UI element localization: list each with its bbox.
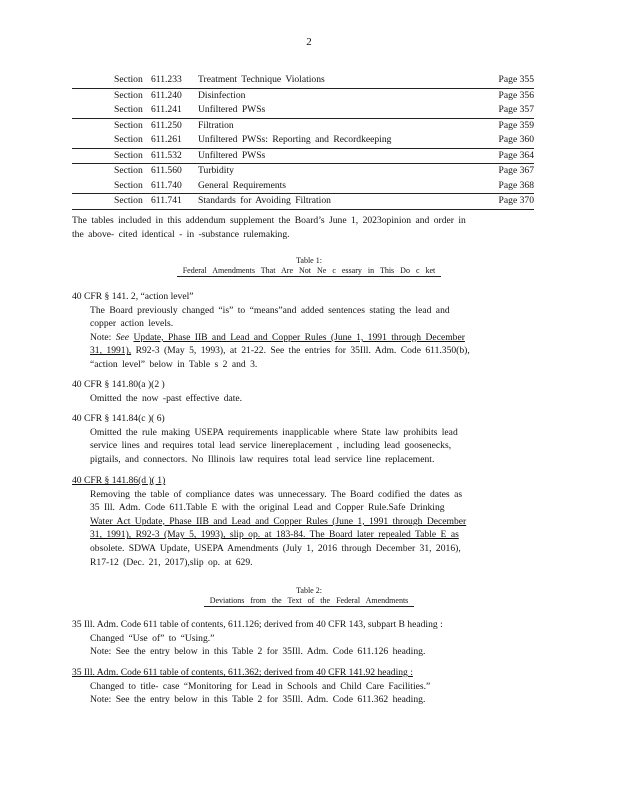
toc-section-number: 611.532 [151,149,182,161]
table-1-label: Table 1: [296,256,322,265]
toc-section-title: Unfiltered PWSs [198,104,266,115]
entry-body-line: Changed to title- case “Monitoring for Lead in Schools and Child Care Facilities.” [90,680,431,692]
toc-row [72,133,534,149]
toc-section-label: Section [114,165,143,176]
entry-heading: 40 CFR § 141.86(d )( 1) [72,475,166,486]
toc-row [72,73,534,89]
entry-heading: 40 CFR § 141.80(a )(2 ) [72,379,165,390]
entry-body-line: 31, 1991), R92-3 (May 5, 1993), slip op. at 183-84. The Board later repealed Table E as [90,529,459,541]
toc-page: Page 370 [498,195,534,206]
toc-section-number: 611.250 [151,119,182,131]
toc-page: Page 364 [498,149,534,161]
toc-section-label: Section [114,74,143,85]
note-citation: 31, 1991), [90,345,132,357]
toc-section-title: Standards for Avoiding Filtration [198,195,331,206]
entry-body-line: Omitted the rule making USEPA requirements inapplicable where State law prohibits lead [90,426,458,438]
note-see: See [115,331,130,343]
toc-section-title: Treatment Technique Violations [198,74,325,85]
toc-row [72,149,534,165]
intro-paragraph [72,214,534,242]
entry-body-line: copper action levels. [90,318,174,330]
table-1-entry [72,378,536,405]
toc-section-number: 611.741 [151,195,182,206]
table-2-caption: Deviations from the Text of the Federal Amendments [204,596,415,608]
table-2-label: Table 2: [296,586,322,595]
toc-section-number: 611.261 [151,134,182,145]
page-number: 2 [306,36,312,48]
toc-section-label: Section [114,195,143,206]
table-2-title [72,586,546,607]
section-contents-list [72,73,534,210]
table-1-entry [72,412,536,466]
entry-body-line: The Board previously changed “is” to “means”and added sentences stating the lead and [90,304,450,316]
toc-section-label: Section [114,104,143,115]
entry-heading: 35 Ill. Adm. Code 611 table of contents, 611.362; derived from 40 CFR 141.92 heading : [72,667,413,678]
toc-page: Page 367 [498,165,534,176]
entry-body-line: Note: See the entry below in this Table 2 for 35Ill. Adm. Code 611.126 heading. [90,646,426,658]
intro-line: The tables included in this addendum supplement the Board’s June 1, 2023opinion and order in [72,215,466,226]
table-1-entry [72,474,536,569]
entry-heading: 40 CFR § 141. 2, “action level” [72,291,194,302]
toc-section-label: Section [114,119,143,131]
note-citation: Update, Phase IIB and Lead and Copper Rules (June 1, 1991 through December [133,331,465,343]
toc-section-title: General Requirements [198,179,287,191]
toc-row [72,119,534,134]
toc-section-number: 611.240 [151,89,182,101]
intro-line: the above- cited identical - in -substance rulemaking. [72,229,290,240]
entry-note [72,344,536,358]
toc-section-number: 611.233 [151,74,182,85]
table-2-entry [72,666,536,707]
entry-body-line: 35 Ill. Adm. Code 611.Table E with the original Lead and Copper Rule.Safe Drinking [90,502,445,514]
toc-section-label: Section [114,179,143,191]
toc-page: Page 368 [498,179,534,191]
note-prefix: Note: [90,331,112,343]
toc-row [72,164,534,179]
table-1-entry [72,290,536,372]
entry-body-line: obsolete. SDWA Update, USEPA Amendments (July 1, 2016 through December 31, 2016), [90,542,461,554]
entry-body-line: pigtails, and connectors. No Illinois law requires total lead service line replacement. [90,453,435,465]
toc-row [72,179,534,195]
toc-section-number: 611.560 [151,165,182,176]
toc-section-title: Turbidity [198,165,234,176]
toc-row [72,194,534,210]
entry-note [72,331,536,345]
entry-heading: 40 CFR § 141.84(c )( 6) [72,413,165,424]
entry-body-line: R17-12 (Dec. 21, 2017),slip op. at 629. [90,556,253,568]
entry-body-line: Omitted the now -past effective date. [90,392,243,404]
toc-page: Page 359 [498,119,534,131]
note-text: R92-3 (May 5, 1993), at 21-22. See the entries for 35Ill. Adm. Code 611.350(b), [131,345,470,357]
table-1-caption: Federal Amendments That Are Not Ne c essary in This Do c ket [177,266,442,278]
toc-section-title: Unfiltered PWSs: Reporting and Recordkeeping [198,134,392,145]
toc-section-title: Disinfection [198,89,246,101]
toc-section-title: Filtration [198,119,234,131]
toc-page: Page 357 [498,104,534,115]
table-2-entry [72,618,536,659]
toc-page: Page 356 [498,89,534,101]
entry-body-line: Changed “Use of” to “Using.” [90,632,215,644]
toc-section-label: Section [114,89,143,101]
entry-body-line: Water Act Update, Phase IIB and Lead and Copper Rules (June 1, 1991 through December [90,515,467,527]
toc-row [72,89,534,104]
entry-body-line: service lines and requires total lead service linereplacement , including lead goosenecks, [90,440,452,452]
toc-page: Page 360 [498,134,534,145]
entry-note: “action level” below in Table s 2 and 3. [90,358,258,370]
entry-body-line: Removing the table of compliance dates was unnecessary. The Board codified the dates as [90,488,463,500]
entry-heading: 35 Ill. Adm. Code 611 table of contents, 611.126; derived from 40 CFR 143, subpart B heading : [72,619,443,630]
toc-section-label: Section [114,134,143,145]
toc-section-number: 611.241 [151,104,182,115]
entry-body-line: Note: See the entry below in this Table 2 for 35Ill. Adm. Code 611.362 heading. [90,694,426,706]
toc-section-number: 611.740 [151,179,182,191]
toc-page: Page 355 [498,74,534,85]
toc-row [72,103,534,119]
toc-section-title: Unfiltered PWSs [198,149,266,161]
toc-section-label: Section [114,149,143,161]
table-1-title [72,256,546,277]
